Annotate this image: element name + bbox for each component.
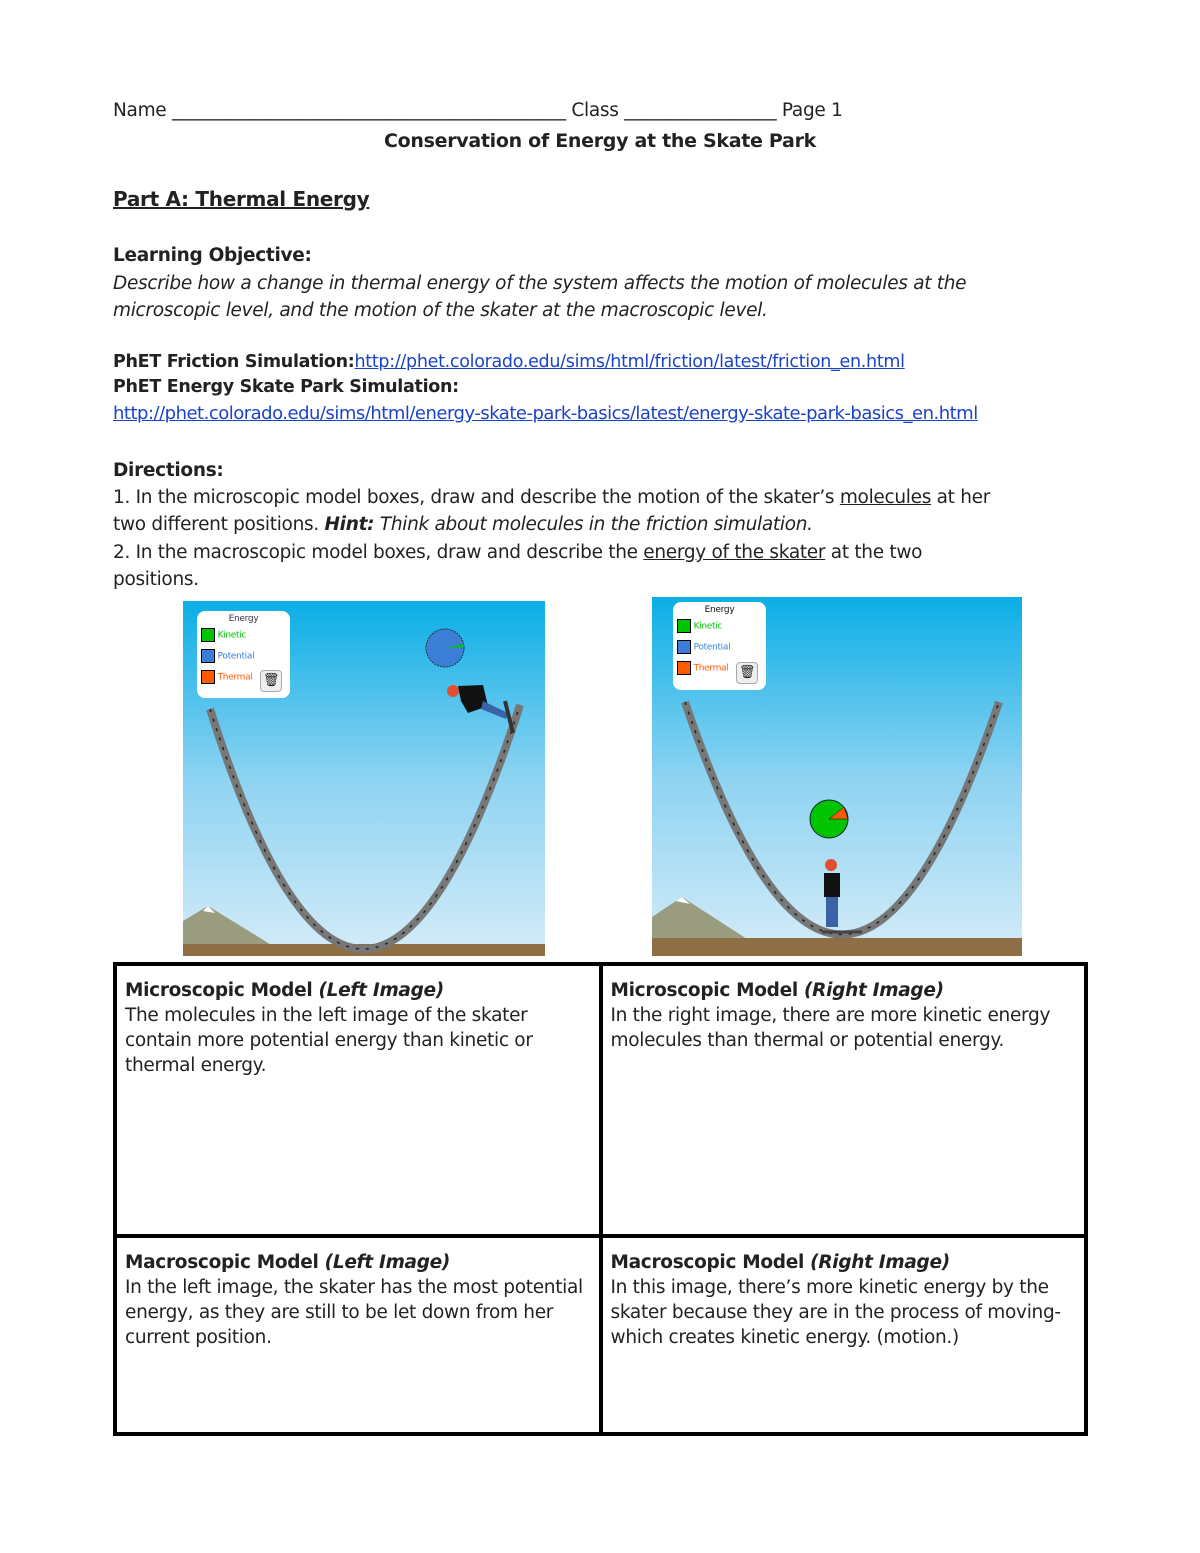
cell-subtitle: (Right Image) [810, 1252, 950, 1273]
trash-icon[interactable]: 🗑 [260, 670, 282, 692]
pie-chart-right [810, 800, 848, 838]
cell-title: Microscopic Model [610, 980, 805, 1001]
header-line [113, 100, 1071, 121]
model-table [113, 962, 1088, 1436]
legend-potential: Potential [217, 651, 255, 662]
text: molecules [839, 487, 932, 508]
direction-2 [113, 542, 922, 563]
legend-kinetic: Kinetic [217, 630, 247, 641]
name-field[interactable]: ____________________________________________ [171, 100, 566, 121]
trash-icon[interactable]: 🗑 [736, 662, 758, 684]
cell-answer: The molecules in the left image of the skater contain more potential energy than kinetic or thermal energy. [125, 1005, 533, 1076]
cell-title: Macroscopic Model [610, 1252, 811, 1273]
cell-answer: In the left image, the skater has the most potential energy, as they are still to be let down from her current position. [125, 1277, 583, 1348]
text: energy of the skater [643, 542, 826, 563]
cell-subtitle: (Left Image) [324, 1252, 451, 1273]
legend-title: Energy [228, 614, 259, 624]
direction-2-cont: positions. [113, 569, 199, 590]
friction-link[interactable]: http://phet.colorado.edu/sims/html/friction/latest/friction_en.html [354, 352, 905, 372]
friction-label: PhET Friction Simulation: [113, 352, 355, 372]
skate-label: PhET Energy Skate Park Simulation: [113, 377, 459, 397]
cell-title: Macroscopic Model [125, 1252, 325, 1273]
text: 1. In the microscopic model boxes, draw and describe the motion of the skater’s [113, 487, 840, 508]
ground [652, 938, 1022, 956]
objective-text: Describe how a change in thermal energy of the system affects the motion of molecules at the [113, 273, 967, 294]
legend-potential: Potential [693, 642, 731, 653]
macro-right-cell[interactable] [601, 1236, 1087, 1434]
text: two different positions. [113, 514, 325, 535]
pie-chart-left [426, 629, 464, 667]
page-number: Page 1 [781, 100, 843, 121]
hint-text: Think about molecules in the friction simulation. [374, 514, 813, 535]
legend-kinetic: Kinetic [693, 621, 723, 632]
legend-title: Energy [704, 605, 735, 615]
name-label: Name [113, 100, 167, 121]
cell-answer: In this image, there’s more kinetic energy by the skater because they are in the process of moving- which creates kinetic energy. (motion.) [610, 1277, 1061, 1348]
cell-subtitle: (Left Image) [318, 980, 444, 1001]
skate-sim-left-image [183, 601, 545, 956]
micro-left-cell[interactable] [115, 964, 601, 1236]
skate-park-link[interactable]: http://phet.colorado.edu/sims/html/energy-skate-park-basics/latest/energy-skate-park-basics_en.html [113, 403, 978, 424]
legend-thermal: Thermal [693, 663, 729, 674]
macro-left-cell[interactable] [115, 1236, 601, 1434]
class-label: Class [571, 100, 619, 121]
cell-title: Microscopic Model [125, 980, 319, 1001]
micro-right-cell[interactable] [601, 964, 1087, 1236]
energy-legend [673, 602, 766, 690]
text: 2. In the macroscopic model boxes, draw and describe the [113, 542, 644, 563]
cell-subtitle: (Right Image) [804, 980, 944, 1001]
text: at the two [825, 542, 923, 563]
energy-legend [197, 611, 290, 698]
cell-answer: In the right image, there are more kinetic energy molecules than thermal or potential energy. [610, 1005, 1051, 1051]
page-title: Conservation of Energy at the Skate Park [384, 130, 816, 152]
hint-label: Hint: [324, 514, 375, 535]
objective-text: microscopic level, and the motion of the skater at the macroscopic level. [113, 300, 768, 321]
legend-thermal: Thermal [217, 672, 253, 683]
skate-sim-right-image [652, 597, 1022, 956]
class-field[interactable]: _________________ [624, 100, 777, 121]
direction-1-cont [113, 514, 813, 535]
objective-heading: Learning Objective: [113, 245, 312, 266]
text: at her [931, 487, 991, 508]
direction-1 [113, 487, 990, 508]
section-heading: Part A: Thermal Energy [113, 187, 370, 211]
directions-heading: Directions: [113, 460, 224, 481]
